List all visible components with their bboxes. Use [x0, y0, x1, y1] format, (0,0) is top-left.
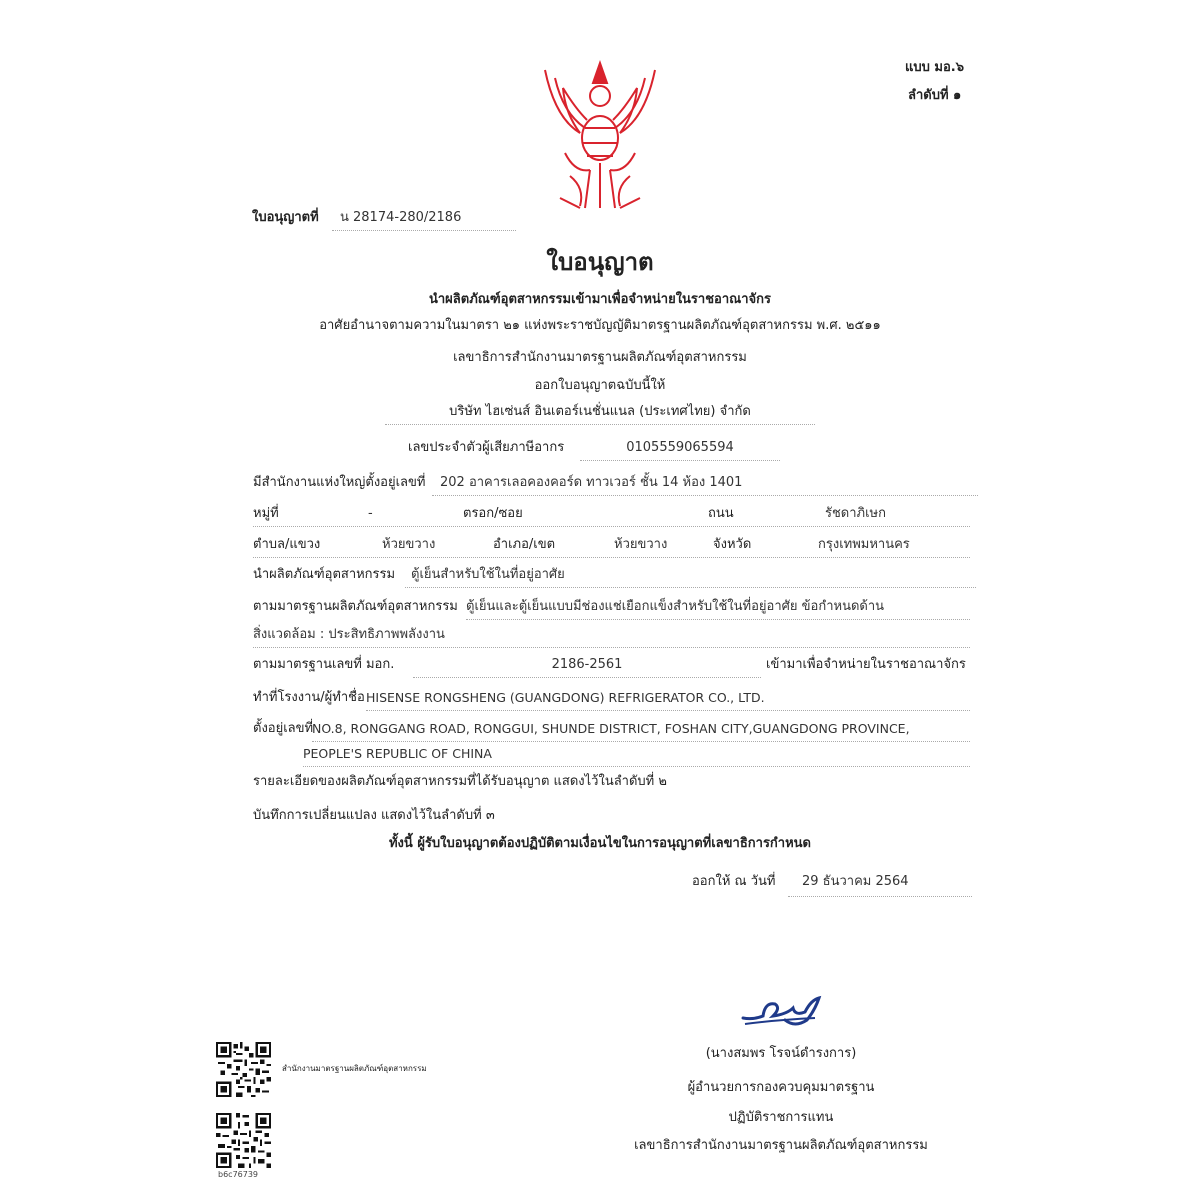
qr-code-verification[interactable] [216, 1113, 271, 1168]
standard-no-label: ตามมาตรฐานเลขที่ มอก. [253, 657, 395, 672]
garuda-emblem [535, 58, 665, 213]
company-name [385, 404, 815, 425]
standard-no-value: 2186-2561 [413, 657, 761, 678]
qr-code-agency[interactable] [216, 1042, 271, 1097]
standard-no-suffix: เข้ามาเพื่อจำหน่ายในราชอาณาจักร [766, 657, 966, 672]
license-no-value: น 28174-280/2186 [332, 210, 516, 231]
head-office-value: 202 อาคารเลอคองคอร์ด ทาวเวอร์ ชั้น 14 ห้อง 1401 [432, 475, 978, 496]
factory-address-label: ตั้งอยู่เลขที่ [253, 721, 314, 736]
product-value: ตู้เย็นสำหรับใช้ในที่อยู่อาศัย [405, 567, 976, 588]
moo-label: หมู่ที่ [253, 506, 279, 521]
factory-address-line-2: PEOPLE'S REPUBLIC OF CHINA [303, 746, 970, 767]
manufacturer-label: ทำที่โรงงาน/ผู้ทำชื่อ [253, 690, 365, 705]
signatory-for: เลขาธิการสำนักงานมาตรฐานผลิตภัณฑ์อุตสาหกรรม [634, 1138, 928, 1153]
issued-label: ออกให้ ณ วันที่ [692, 874, 776, 889]
subdistrict-label: ตำบล/แขวง [253, 537, 321, 552]
district-label: อำเภอ/เขต [493, 537, 556, 552]
manufacturer-value: HISENSE RONGSHENG (GUANGDONG) REFRIGERATOR CO., LTD. [366, 690, 970, 711]
product-label: นำผลิตภัณฑ์อุตสาหกรรม [253, 567, 396, 582]
authority-line-1: อาศัยอำนาจตามความในมาตรา ๒๑ แห่งพระราชบัญญัติมาตรฐานผลิตภัณฑ์อุตสาหกรรม พ.ศ. ๒๕๑๑ [319, 318, 881, 333]
signatory-name: (นางสมพร โรจน์ดำรงการ) [705, 1046, 857, 1061]
province-label: จังหวัด [713, 537, 752, 552]
condition-note: ทั้งนี้ ผู้รับใบอนุญาตต้องปฏิบัติตามเงื่อนไขในการอนุญาตที่เลขาธิการกำหนด [388, 836, 811, 851]
standard-value-line-1: ตู้เย็นและตู้เย็นแบบมีช่องแช่เยือกแข็งสำหรับใช้ในที่อยู่อาศัย ข้อกำหนดด้าน [466, 599, 970, 620]
document-title: ใบอนุญาต [546, 248, 654, 276]
tax-value: 0105559065594 [580, 440, 780, 461]
road-label: ถนน [708, 506, 734, 521]
authority-line-2: เลขาธิการสำนักงานมาตรฐานผลิตภัณฑ์อุตสาหกรรม [453, 350, 747, 365]
signature [735, 990, 830, 1035]
form-sequence: ลำดับที่ ๑ [908, 88, 962, 103]
road-value: รัชดาภิเษก [825, 506, 887, 521]
company-name-text: บริษัท ไฮเซ่นส์ อินเตอร์เนชั่นแนล (ประเทศไทย) จำกัด [449, 404, 751, 419]
moo-value: - [368, 506, 373, 521]
district-value: ห้วยขวาง [614, 537, 668, 552]
authority-line-3: ออกใบอนุญาตฉบับนี้ให้ [534, 378, 666, 393]
tax-label: เลขประจำตัวผู้เสียภาษีอากร [408, 440, 565, 455]
standard-label: ตามมาตรฐานผลิตภัณฑ์อุตสาหกรรม [253, 599, 458, 614]
license-no-label: ใบอนุญาตที่ [252, 210, 319, 225]
soi-label: ตรอก/ซอย [463, 506, 523, 521]
details-note: รายละเอียดของผลิตภัณฑ์อุตสาหกรรมที่ได้รับอนุญาต แสดงไว้ในลำดับที่ ๒ [253, 774, 667, 789]
changes-note: บันทึกการเปลี่ยนแปลง แสดงไว้ในลำดับที่ ๓ [253, 808, 495, 823]
signatory-acting: ปฏิบัติราชการแทน [728, 1110, 834, 1125]
province-value: กรุงเทพมหานคร [818, 537, 910, 552]
head-office-label: มีสำนักงานแห่งใหญ่ตั้งอยู่เลขที่ [253, 475, 426, 490]
issued-value: 29 ธันวาคม 2564 [788, 874, 972, 897]
qr-agency-caption: สำนักงานมาตรฐานผลิตภัณฑ์อุตสาหกรรม [282, 1064, 427, 1073]
standard-value-line-2: สิ่งแวดล้อม : ประสิทธิภาพพลังงาน [253, 627, 970, 648]
signatory-position: ผู้อำนวยการกองควบคุมมาตรฐาน [687, 1080, 875, 1095]
form-code: แบบ มอ.๖ [905, 60, 964, 75]
subdistrict-value: ห้วยขวาง [382, 537, 436, 552]
factory-address-line-1: NO.8, RONGGANG ROAD, RONGGUI, SHUNDE DISTRICT, FOSHAN CITY,GUANGDONG PROVINCE, [312, 721, 970, 742]
document-subtitle: นำผลิตภัณฑ์อุตสาหกรรมเข้ามาเพื่อจำหน่ายในราชอาณาจักร [429, 292, 771, 307]
qr-code-id: b6c76739 [218, 1170, 259, 1179]
